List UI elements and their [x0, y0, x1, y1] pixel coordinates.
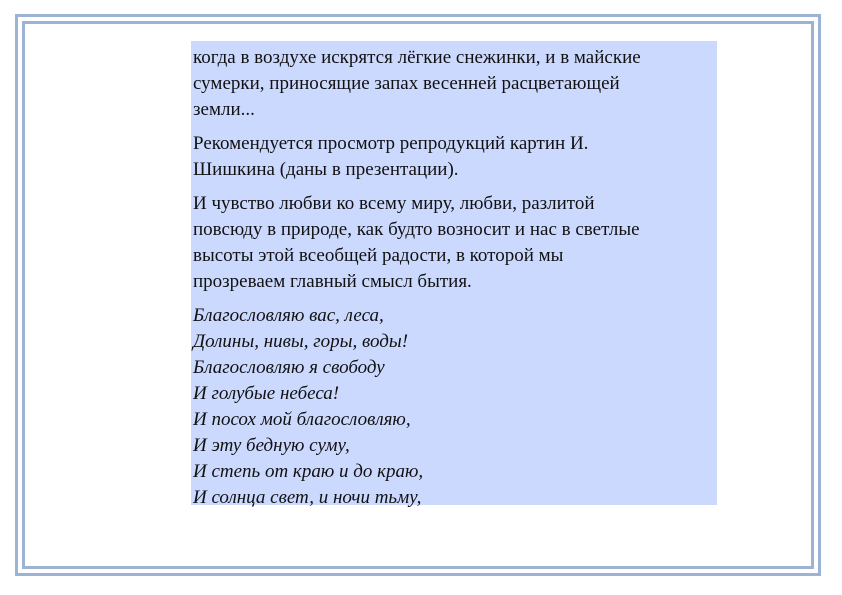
- paragraph-line: сумерки, приносящие запах весенней расцветающей: [193, 73, 620, 94]
- verse-line: Благословляю вас, леса,: [193, 305, 384, 326]
- verse-line: И эту бедную суму,: [193, 435, 350, 456]
- paragraph-line: прозреваем главный смысл бытия.: [193, 271, 472, 292]
- paragraph-2: [193, 131, 717, 183]
- verse-line: Долины, нивы, горы, воды!: [193, 331, 409, 352]
- paragraph-1: [193, 45, 717, 123]
- paragraph-line: высоты этой всеобщей радости, в которой мы: [193, 245, 564, 266]
- verse-line: Благословляю я свободу: [193, 357, 385, 378]
- verse-line: И посох мой благословляю,: [193, 409, 411, 430]
- verse-line: И степь от краю и до краю,: [193, 461, 424, 482]
- slide-text-box: [191, 41, 717, 508]
- paragraph-line: Шишкина (даны в презентации).: [193, 159, 459, 180]
- paragraph-line: повсюду в природе, как будто возносит и нас в светлые: [193, 219, 640, 240]
- paragraph-line: Рекомендуется просмотр репродукций картин И.: [193, 133, 589, 154]
- paragraph-3: [193, 191, 717, 295]
- verse-line: И голубые небеса!: [193, 383, 340, 404]
- paragraph-line: И чувство любви ко всему миру, любви, разлитой: [193, 193, 595, 214]
- poem-verse: [193, 303, 717, 511]
- verse-line: И солнца свет, и ночи тьму,: [193, 487, 422, 508]
- paragraph-line: земли...: [193, 99, 255, 120]
- paragraph-line: когда в воздухе искрятся лёгкие снежинки, и в майские: [193, 47, 641, 68]
